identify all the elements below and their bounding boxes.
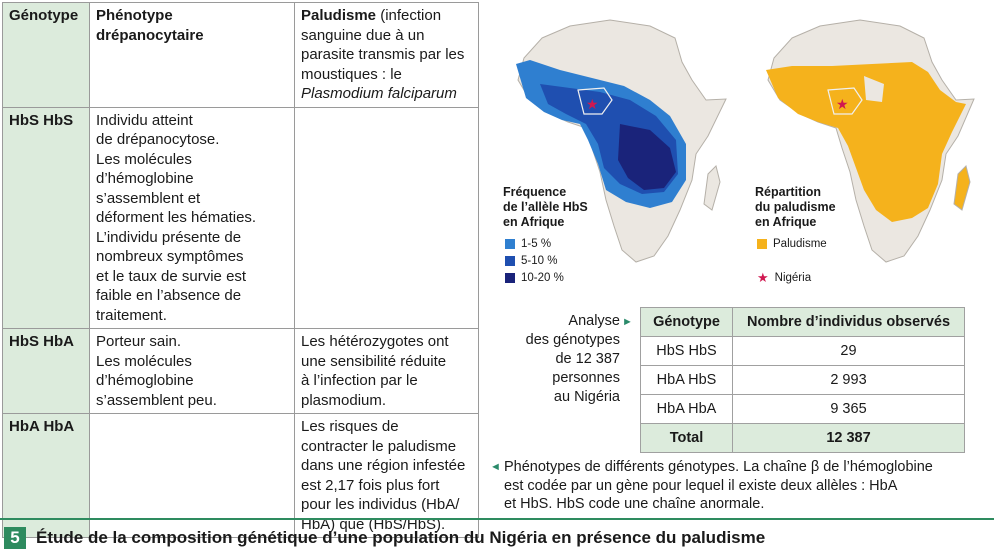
header-paludisme	[295, 3, 479, 108]
legend-item	[757, 272, 811, 284]
analyse-label	[508, 312, 620, 407]
row-genotype: HbS HbA	[3, 329, 90, 414]
table-row	[641, 337, 965, 366]
total-label: Total	[641, 424, 733, 453]
header-paludisme-italic: Plasmodium falciparum	[301, 85, 457, 102]
header-phenotype	[90, 3, 295, 108]
cell-genotype: HbA HbS	[641, 366, 733, 395]
header-paludisme-bold: Paludisme	[301, 7, 377, 24]
star-icon: ★	[757, 270, 769, 285]
arrow-left-icon: ◄	[490, 461, 501, 473]
legend-item	[505, 272, 564, 284]
cell-count: 29	[733, 337, 965, 366]
row-paludisme: Les risques de contracter le paludisme dans une région infestée est 2,17 fois plus fort pour les individus (HbA/ HbA) que (HbS/HbS).	[295, 414, 479, 538]
document-footer	[0, 518, 994, 551]
table-row	[641, 395, 965, 424]
legend-item	[505, 255, 557, 267]
total-row	[641, 424, 965, 453]
header-phenotype-label: Phénotype drépanocytaire	[96, 7, 204, 44]
header-count: Nombre d’individus observés	[733, 308, 965, 337]
legend-item	[505, 238, 551, 250]
legend-label: 10-20 %	[521, 272, 564, 284]
phenotype-table-header	[3, 3, 479, 108]
row-genotype: HbA HbA	[3, 414, 90, 538]
row-phenotype: Porteur sain. Les molécules d’hémoglobine s’assemblent peu.	[90, 329, 295, 414]
legend-swatch	[505, 256, 515, 266]
legend-label: 1-5 %	[521, 238, 552, 250]
header-paludisme-rest: (infection sanguine due à un parasite transmis par les moustiques : le	[301, 7, 465, 83]
genotype-count-table-wrap	[640, 307, 965, 453]
paludisme-map-title: Répartition du paludisme en Afrique	[755, 185, 836, 229]
legend-swatch	[505, 239, 515, 249]
caption-text: Phénotypes de différents génotypes. La chaîne β de l’hémoglobine est codée par un gène pour lequel il existe deux allèles : HbA et HbS. HbS code une chaîne anormale.	[504, 459, 933, 512]
paludisme-map	[752, 4, 988, 274]
row-paludisme	[295, 107, 479, 329]
legend-swatch	[505, 273, 515, 283]
genotype-count-table	[640, 307, 965, 453]
document-number-badge: 5	[4, 527, 26, 549]
row-genotype: HbS HbS	[3, 107, 90, 329]
hbs-frequency-map	[500, 4, 740, 274]
nigeria-star: ★	[586, 97, 599, 113]
table-row	[3, 107, 479, 329]
table-row	[641, 366, 965, 395]
cell-genotype: HbA HbA	[641, 395, 733, 424]
legend-item	[757, 238, 827, 250]
row-phenotype: Individu atteint de drépanocytose. Les molécules d’hémoglobine s’assemblent et déforment les hématies. L’individu présente de nombreux symptômes et le taux de survie est faible en l’absence de traitement.	[90, 107, 295, 329]
cell-count: 9 365	[733, 395, 965, 424]
hbs-map-title: Fréquence de l’allèle HbS en Afrique	[503, 185, 588, 229]
analyse-text: Analyse des génotypes de 12 387 personnes au Nigéria	[525, 313, 620, 405]
cell-genotype: HbS HbS	[641, 337, 733, 366]
legend-swatch	[757, 239, 767, 249]
madagascar	[704, 166, 720, 210]
arrow-right-icon: ►	[622, 316, 633, 328]
madagascar	[954, 166, 970, 210]
header-genotype: Génotype	[641, 308, 733, 337]
row-paludisme: Les hétérozygotes ont une sensibilité réduite à l’infection par le plasmodium.	[295, 329, 479, 414]
cell-count: 2 993	[733, 366, 965, 395]
phenotype-table	[2, 2, 479, 538]
table-row	[3, 329, 479, 414]
nigeria-star: ★	[836, 97, 849, 113]
legend-label: Paludisme	[773, 238, 827, 250]
legend-label: 5-10 %	[521, 255, 558, 267]
document-title: Étude de la composition génétique d’une population du Nigéria en présence du paludisme	[36, 528, 766, 547]
header-genotype: Génotype	[3, 3, 90, 108]
table-header-row	[641, 308, 965, 337]
legend-label: Nigéria	[774, 272, 812, 284]
total-count: 12 387	[733, 424, 965, 453]
